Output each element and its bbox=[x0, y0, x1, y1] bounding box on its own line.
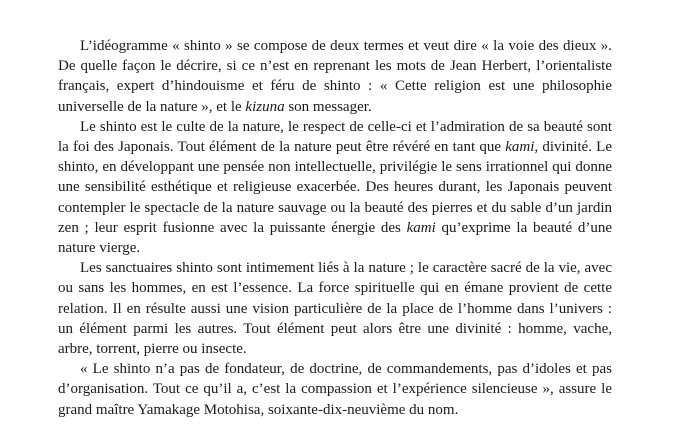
cut-off-next-line bbox=[58, 436, 612, 444]
text-segment: Les sanctuaires shinto sont intimement liés à la nature ; le caractère sacré de la vie, avec ou sans les hommes, en est l’essence. La force spirituelle qui en émane provient de cette relation. Il en résulte aussi une vision particulière de la place de l’homme dans l’univers : un élément parmi les autres. Tout élément peut alors être une divinité : homme, vache, arbre, torrent, pierre ou insecte. bbox=[58, 260, 612, 358]
document-body bbox=[58, 36, 612, 420]
paragraph-nature-cult bbox=[58, 117, 612, 258]
cut-off-text-fragment bbox=[58, 436, 612, 444]
paragraph-sanctuaries bbox=[58, 258, 612, 359]
text-segment: qu’exprime la beauté d’une nature vierge. bbox=[58, 219, 612, 257]
text-segment: L’idéogramme « shinto » se compose de deux termes et veut dire « la voie des dieux ». De quelle façon le décrire, si ce n’est en reprenant les mots de Jean Herbert, l’orientaliste français, expert d’hindouisme et féru de shinto : « Cette religion est une philosophie universelle de la nature », et le bbox=[58, 38, 612, 115]
text-segment-italic: kizuna bbox=[245, 98, 285, 115]
paragraph-shinto-definition bbox=[58, 36, 612, 117]
text-segment: « Le shinto n’a pas de fondateur, de doctrine, de commandements, pas d’idoles et pas d’organisation. Tout ce qu’il a, c’est la compassion et l’expérience silencieuse », assure le grand maître Yamakage Motohisa, soixante-dix-neuvième du nom. bbox=[58, 361, 612, 418]
text-segment-italic: kami bbox=[406, 219, 436, 236]
text-segment: Le shinto est le culte de la nature, le respect de celle-ci et l’admiration de sa beauté sont la foi des Japonais. Tout élément de la nature peut être révéré en tant que bbox=[58, 118, 612, 156]
paragraph-quote-yamakage bbox=[58, 359, 612, 420]
text-segment-italic: kami bbox=[505, 139, 535, 156]
text-segment: son messager. bbox=[284, 98, 372, 115]
text-segment: , divinité. Le shinto, en développant une pensée non intellectuelle, privilégie le sens irrationnel qui donne une sensibilité esthétique et religieuse exacerbée. Des heures durant, les Japonais peuvent contempler le spectacle de la nature sauvage ou la beauté des pierres et du sable d’un jardin zen ; leur esprit fusionne avec la puissante énergie des bbox=[58, 139, 612, 236]
